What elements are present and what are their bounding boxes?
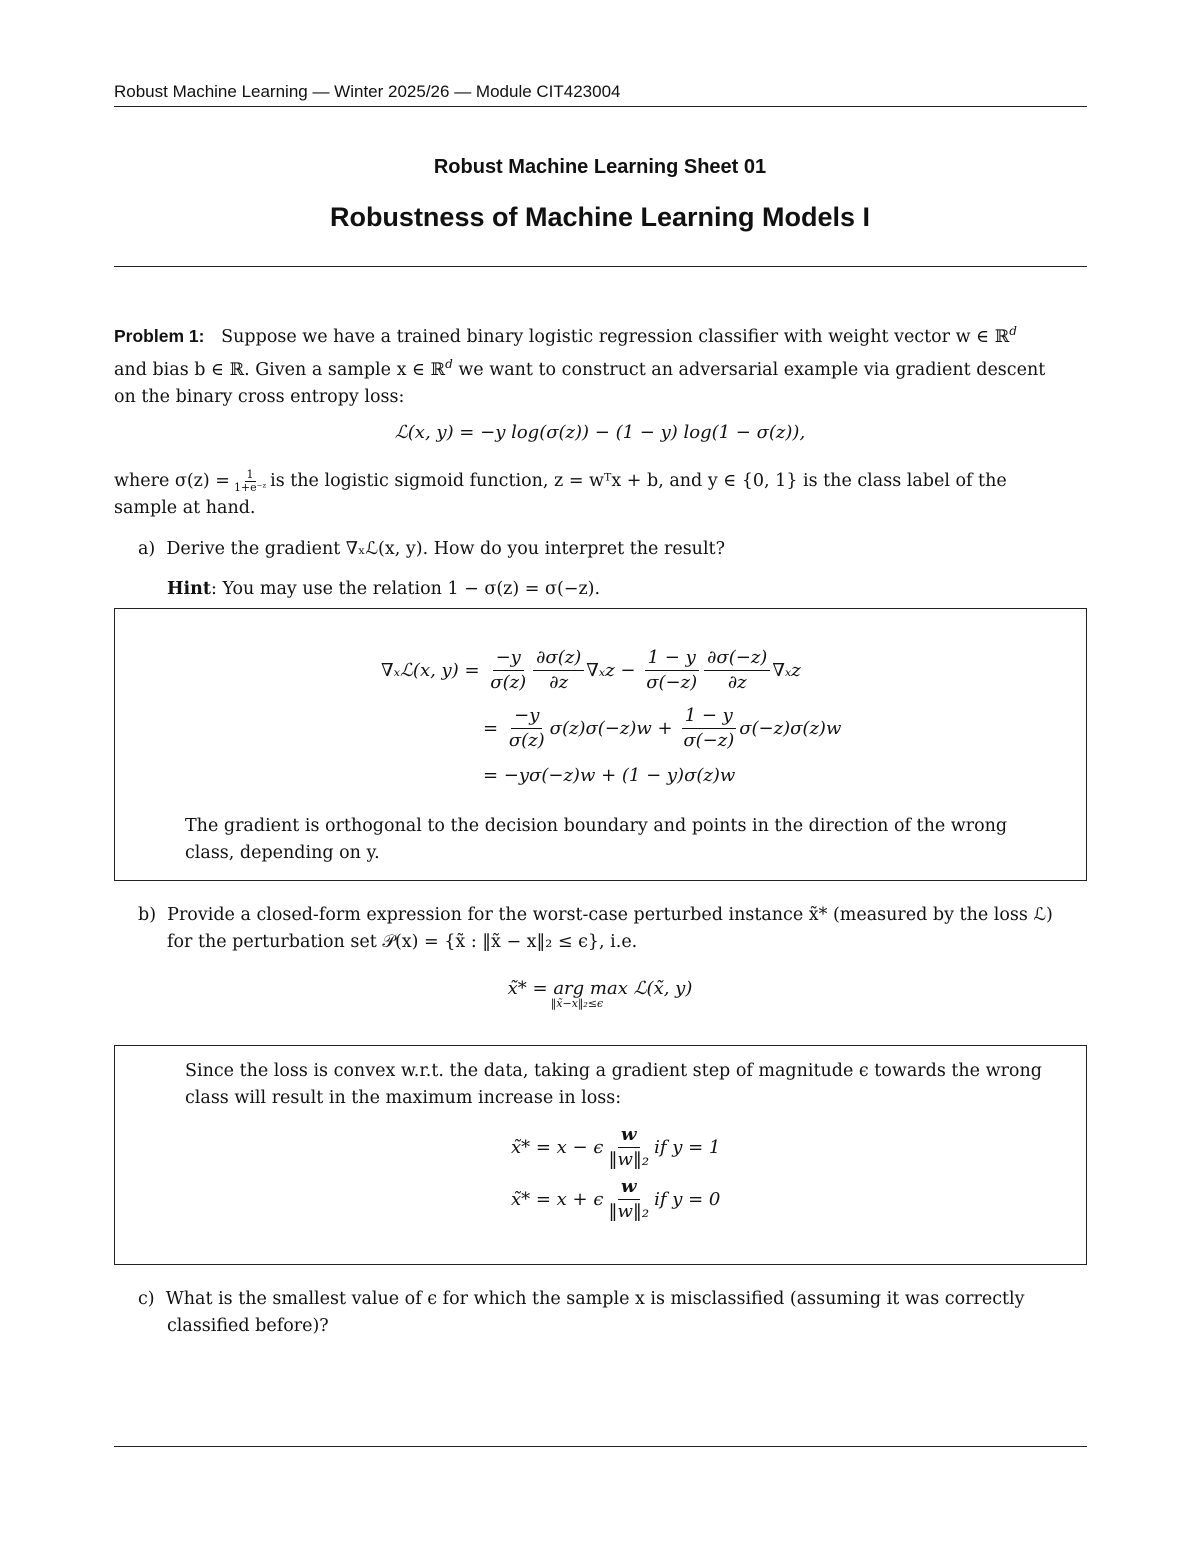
gradient-interpretation [185, 813, 1075, 867]
part-c-marker: c) [138, 1289, 155, 1309]
argmax-main: x̃* = arg max ℒ(x̃, y) [507, 978, 693, 999]
gradient-line-1 [381, 647, 801, 694]
part-b-marker: b) [138, 905, 157, 925]
part-a-text: Derive the gradient ∇ₓℒ(x, y). How do you interpret the result? [166, 539, 725, 559]
argmax-subscript: ‖x̃−x‖₂≤ϵ [550, 997, 604, 1010]
case-y1 [511, 1124, 720, 1171]
part-c-line2: classified before)? [167, 1316, 329, 1336]
case1-num: w [618, 1124, 640, 1148]
frac-a3-num: 1 − y [645, 647, 699, 671]
case-y0 [511, 1176, 720, 1223]
sigmoid-definition [114, 468, 1087, 522]
problem-sup: d [1009, 324, 1017, 338]
part-b-question [138, 902, 1087, 956]
worst-case-explanation [185, 1058, 1075, 1112]
line1-mid: ∇ₓz − [586, 660, 636, 681]
frac-b1-num: −y [511, 705, 542, 729]
hint-text: : You may use the relation 1 − σ(z) = σ(−z). [211, 579, 601, 599]
case1-lhs: x̃* = x − ϵ [511, 1137, 604, 1158]
running-header: Robust Machine Learning — Winter 2025/26 — Module CIT423004 [114, 82, 621, 101]
where-a: where σ(z) = [114, 471, 230, 491]
line2-end: σ(−z)σ(z)w [739, 718, 842, 739]
line2-mid: σ(z)σ(−z)w + [549, 718, 673, 739]
case1-frac [605, 1124, 652, 1171]
frac-a3 [643, 647, 700, 694]
part-b-line2: for the perturbation set 𝒫(x) = {x̃ : ‖x̃ − x‖₂ ≤ ϵ}, i.e. [167, 932, 638, 952]
explain-line2: class will result in the maximum increase in loss: [185, 1088, 622, 1108]
frac-a2-num: ∂σ(z) [533, 647, 584, 671]
frac-a2 [533, 647, 584, 694]
line1-end: ∇ₓz [772, 660, 801, 681]
explain-line1: Since the loss is convex w.r.t. the data, taking a gradient step of magnitude ϵ towards the wrong [185, 1061, 1042, 1081]
frac-a3-den: σ(−z) [646, 672, 698, 693]
frac-a1 [487, 647, 529, 694]
problem-statement [114, 318, 1087, 411]
loss-equation: ℒ(x, y) = −y log(σ(z)) − (1 − y) log(1 − σ(z)), [394, 422, 806, 443]
problem-intro-line3: on the binary cross entropy loss: [114, 386, 405, 407]
part-c-line1: What is the smallest value of ϵ for which the sample x is misclassified (assuming it was correctly [165, 1289, 1025, 1309]
frac-a1-den: σ(z) [490, 672, 527, 693]
case2-den: ‖w‖₂ [608, 1201, 650, 1222]
frac-b2-den: σ(−z) [683, 730, 735, 751]
gradient-line-3: = −yσ(−z)w + (1 − y)σ(z)w [483, 765, 736, 786]
frac-b2 [680, 705, 737, 752]
where-b: is the logistic sigmoid function, z = wᵀx + b, and y ∈ {0, 1} is the class label of the [270, 471, 1007, 491]
case1-den: ‖w‖₂ [608, 1149, 650, 1170]
case1-cond: if y = 1 [654, 1137, 721, 1158]
part-a-hint [167, 576, 1087, 603]
interp-line1: The gradient is orthogonal to the decision boundary and points in the direction of the wrong [185, 816, 1008, 836]
solution-box-a [114, 608, 1087, 881]
part-a-question [138, 536, 1087, 563]
problem-intro-line2b: we want to construct an adversarial example via gradient descent [452, 359, 1046, 380]
hint-label: Hint [167, 579, 211, 599]
sigmoid-fraction [232, 469, 268, 494]
gradient-lhs: ∇ₓℒ(x, y) = [381, 660, 480, 681]
frac-a4-den: ∂z [727, 672, 747, 693]
frac-a4 [704, 647, 770, 694]
frac-a4-num: ∂σ(−z) [704, 647, 770, 671]
part-a-marker: a) [138, 539, 156, 559]
problem-sup-2: d [445, 356, 453, 371]
where-line2: sample at hand. [114, 498, 256, 518]
case2-frac [605, 1176, 652, 1223]
frac-a1-num: −y [493, 647, 524, 671]
header-rule [114, 106, 1087, 107]
part-c-question [138, 1286, 1087, 1340]
case2-num: w [618, 1176, 640, 1200]
frac-b1 [506, 705, 548, 752]
argmax-equation [0, 978, 1200, 1010]
frac-a2-den: ∂z [549, 672, 569, 693]
footer-rule [114, 1446, 1087, 1447]
case2-lhs: x̃* = x + ϵ [511, 1189, 604, 1210]
sigmoid-num: 1 [246, 468, 254, 481]
title-rule [114, 266, 1087, 267]
problem-intro-line1: Suppose we have a trained binary logistic regression classifier with weight vector w ∈ ℝ [221, 326, 1010, 347]
part-b-line1: Provide a closed-form expression for the worst-case perturbed instance x̃* (measured by the loss ℒ) [167, 905, 1053, 925]
solution-box-b [114, 1045, 1087, 1265]
sigmoid-den: 1+e⁻ᶻ [233, 481, 267, 494]
problem-intro-line2a: and bias b ∈ ℝ. Given a sample x ∈ ℝ [114, 359, 446, 380]
frac-b1-den: σ(z) [508, 730, 545, 751]
problem-label: Problem 1: [114, 325, 205, 346]
sheet-title: Robust Machine Learning Sheet 01 [433, 156, 767, 178]
page-title: Robustness of Machine Learning Models I [329, 202, 871, 232]
gradient-line-2 [483, 705, 841, 752]
line2-eq: = [483, 718, 499, 739]
interp-line2: class, depending on y. [185, 843, 380, 863]
frac-b2-num: 1 − y [682, 705, 736, 729]
case2-cond: if y = 0 [654, 1189, 721, 1210]
